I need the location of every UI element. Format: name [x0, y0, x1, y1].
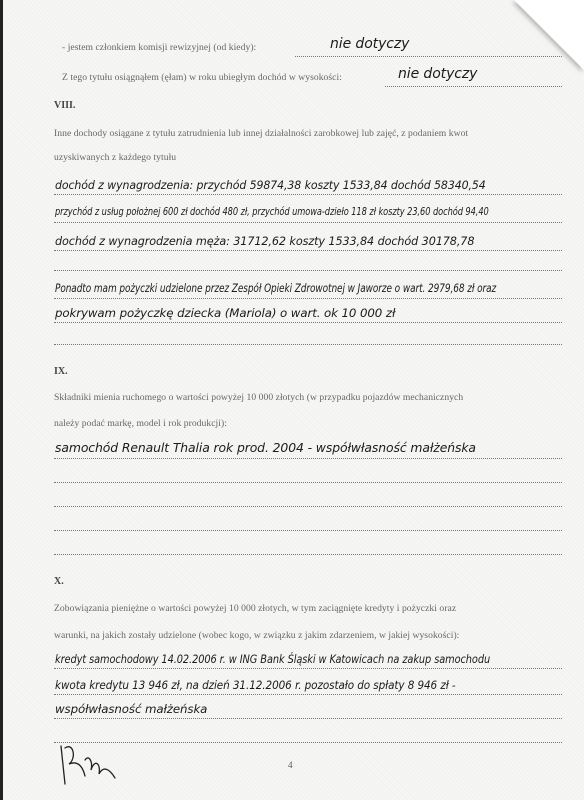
answer-rule [54, 344, 562, 345]
answer-rule [54, 718, 562, 719]
answer-rule [54, 742, 562, 743]
section-viii-heading: VIII. [54, 100, 76, 111]
section-ix-question: Składniki mienia ruchomego o wartości powyżej 10 000 złotych (w przypadku pojazdów mechanicznych [54, 392, 464, 403]
handwritten-vehicle-line: samochód Renault Thalia rok prod. 2004 - współwłasność małżeńska [55, 440, 476, 455]
answer-rule [54, 250, 562, 251]
handwritten-income-line: pokrywam pożyczkę dziecka (Mariola) o wart. ok 10 000 zł [55, 306, 396, 320]
answer-rule [54, 482, 562, 483]
section-ix-heading: IX. [54, 366, 68, 377]
page-number: 4 [288, 760, 293, 770]
handwritten-liability-line: współwłasność małżeńska [55, 702, 208, 716]
section-viii-question: Inne dochody osiągane z tytułu zatrudnienia lub innej działalności zarobkowej lub zajęć, z podaniem kwot [54, 128, 469, 139]
handwritten-income-line: dochód z wynagrodzenia męża: 31712,62 koszty 1533,84 dochód 30178,78 [55, 234, 475, 248]
section-viii-question-cont: uzyskiwanych z każdego tytułu [54, 152, 177, 163]
answer-rule [295, 56, 562, 57]
answer-rule [54, 458, 562, 459]
answer-rule [385, 86, 562, 87]
answer-rule [54, 298, 562, 299]
section-x-heading: X. [54, 576, 64, 587]
folded-corner [514, 0, 584, 70]
answer-rule [54, 554, 562, 555]
answer-rule [54, 506, 562, 507]
section-x-question-cont: warunki, na jakich zostały udzielone (wobec kogo, w związku z jakim zdarzeniem, w jakiej wysokości): [54, 630, 460, 641]
handwritten-income-line: Ponadto mam pożyczki udzielone przez Zespół Opieki Zdrowotnej w Jaworze o wart. 2979,68 zł oraz [55, 282, 497, 295]
income-answer: nie dotyczy [398, 66, 478, 82]
section-ix-question-cont: należy podać markę, model i rok produkcji): [54, 418, 227, 429]
handwritten-income-line: przychód z usług położnej 600 zł dochód 480 zł, przychód umowa-dzieło 118 zł koszty 23,60 dochód 94,40 [55, 206, 489, 218]
handwritten-signature [55, 738, 125, 788]
answer-rule [54, 194, 562, 195]
page-left-edge [0, 0, 3, 800]
income-label: Z tego tytułu osiągnąłem (ęłam) w roku ubiegłym dochód w wysokości: [62, 72, 342, 83]
answer-rule [54, 222, 562, 223]
handwritten-income-line: dochód z wynagrodzenia: przychód 59874,38 koszty 1533,84 dochód 58340,54 [55, 178, 486, 192]
audit-committee-label: - jestem członkiem komisji rewizyjnej (od kiedy): [62, 42, 257, 53]
handwritten-liability-line: kwota kredytu 13 946 zł, na dzień 31.12.2006 r. pozostało do spłaty 8 946 zł - [55, 678, 456, 692]
answer-rule [54, 530, 562, 531]
answer-rule [54, 694, 562, 695]
handwritten-liability-line: kredyt samochodowy 14.02.2006 r. w ING Bank Śląski w Katowicach na zakup samochodu [55, 652, 491, 666]
answer-rule [54, 322, 562, 323]
answer-rule [54, 668, 562, 669]
answer-rule [54, 270, 562, 271]
audit-committee-answer: nie dotyczy [330, 36, 410, 52]
section-x-question: Zobowiązania pieniężne o wartości powyżej 10 000 złotych, w tym zaciągnięte kredyty i pożyczki oraz [54, 603, 457, 614]
